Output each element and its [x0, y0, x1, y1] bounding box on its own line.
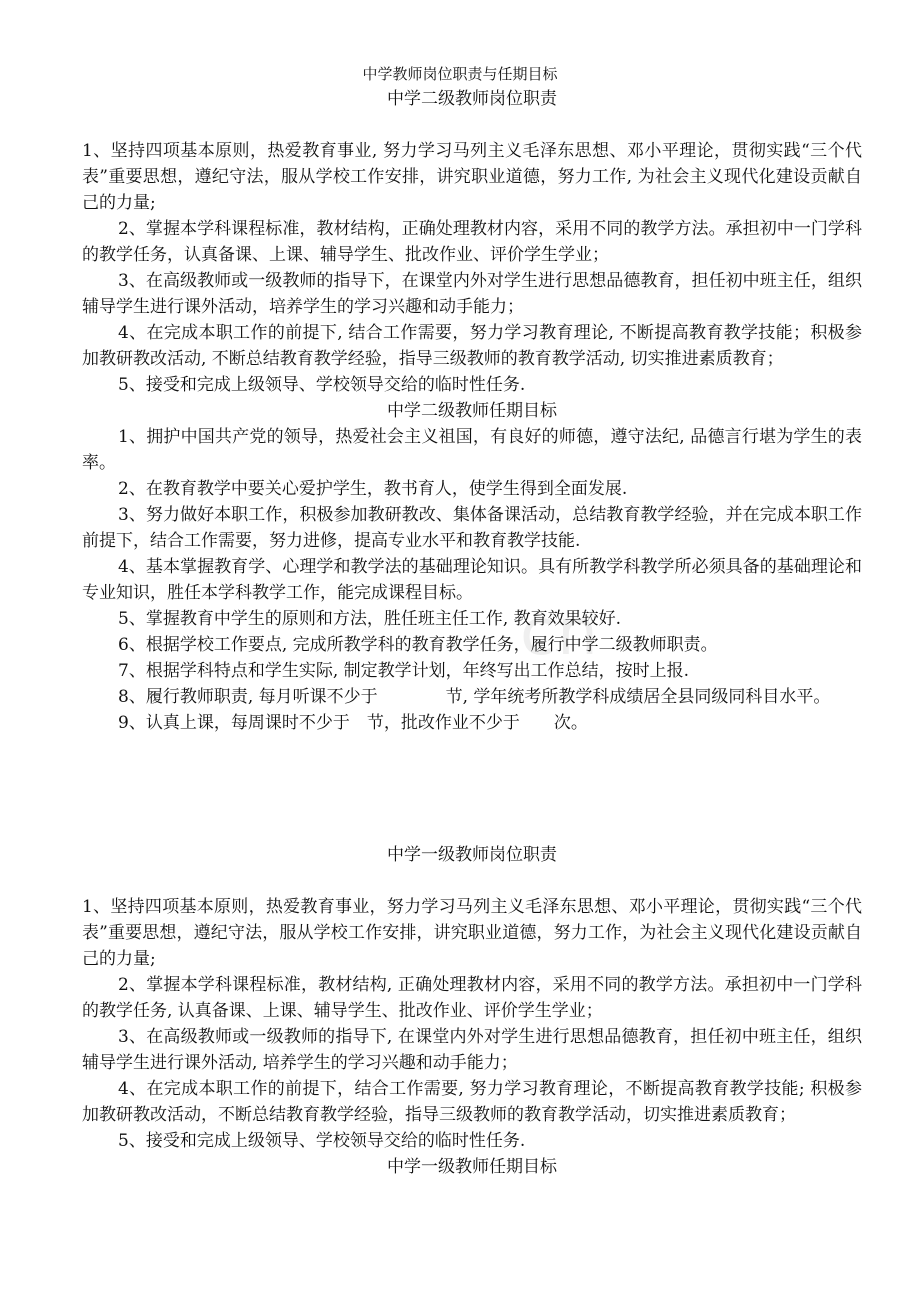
list-item: 1、坚持四项基本原则，热爱教育事业，努力学习马列主义毛泽东思想、邓小平理论，贯彻实践“三个代表”重要思想，遵纪守法，服从学校工作安排，讲究职业道德，努力工作，为社会主义现代化建设贡献自己的力量;: [82, 897, 862, 969]
section-level2-duties-body: [82, 138, 862, 736]
list-item: 1、坚持四项基本原则，热爱教育事业, 努力学习马列主义毛泽东思想、邓小平理论，贯彻实践“三个代表”重要思想，遵纪守法，服从学校工作安排，讲究职业道德，努力工作, 为社会主义现代化建设贡献自己的力量;: [82, 141, 862, 213]
list-item: 5、掌握教育中学生的原则和方法，胜任班主任工作, 教育效果较好.: [118, 609, 622, 629]
list-item: 8、履行教师职责, 每月听课不少于 节, 学年统考所教学科成绩居全县同级同科目水平。: [118, 687, 831, 707]
list-item: 2、掌握本学科课程标准，教材结构，正确处理教材内容，采用不同的教学方法。承担初中一门学科的教学任务，认真备课、上课、辅导学生、批改作业、评价学生学业；: [82, 219, 862, 265]
list-item: 3、努力做好本职工作，积极参加教研教改、集体备课活动，总结教育教学经验，并在完成本职工作前提下，结合工作需要，努力进修，提高专业水平和教育教学技能.: [82, 505, 862, 551]
list-item: 4、在完成本职工作的前提下, 结合工作需要，努力学习教育理论, 不断提高教育教学技能；积极参加教研教改活动, 不断总结教育教学经验，指导三级教师的教育教学活动, 切实推进素质教育；: [82, 323, 862, 369]
list-item: 4、基本掌握教育学、心理学和教学法的基础理论知识。具有所教学科教学所必须具备的基础理论和专业知识，胜任本学科教学工作，能完成课程目标。: [82, 557, 862, 603]
document-title: 中学教师岗位职责与任期目标: [362, 65, 558, 83]
section-level1-duties-body: [82, 894, 862, 1180]
list-item: 3、在高级教师或一级教师的指导下, 在课堂内外对学生进行思想品德教育，担任初中班主任，组织辅导学生进行课外活动, 培养学生的学习兴趣和动手能力；: [82, 1027, 862, 1073]
list-item: 3、在高级教师或一级教师的指导下，在课堂内外对学生进行思想品德教育，担任初中班主任，组织辅导学生进行课外活动，培养学生的学习兴趣和动手能力；: [82, 271, 862, 317]
list-item: 5、接受和完成上级领导、学校领导交给的临时性任务.: [118, 1131, 526, 1151]
list-item: 9、认真上课，每周课时不少于 节，批改作业不少于 次。: [118, 713, 588, 733]
section-title: 中学一级教师任期目标: [387, 1157, 557, 1177]
list-item: 7、根据学科特点和学生实际, 制定教学计划，年终写出工作总结，按时上报.: [118, 661, 690, 681]
list-item: 2、掌握本学科课程标准，教材结构, 正确处理教材内容，采用不同的教学方法。承担初中一门学科的教学任务, 认真备课、上课、辅导学生、批改作业、评价学生学业；: [82, 975, 862, 1021]
section-title: 中学一级教师岗位职责: [387, 845, 557, 865]
list-item: 6、根据学校工作要点, 完成所教学科的教育教学任务，履行中学二级教师职责。: [118, 635, 718, 655]
section-level1-duties: [82, 842, 862, 868]
list-item: 2、在教育教学中要关心爱护学生，教书育人，使学生得到全面发展.: [118, 479, 628, 499]
section-title: 中学二级教师任期目标: [387, 401, 557, 421]
list-item: 4、在完成本职工作的前提下，结合工作需要, 努力学习教育理论，不断提高教育教学技能; 积极参加教研教改活动，不断总结教育教学经验，指导三级教师的教育教学活动，切实推进素质教育；: [82, 1079, 862, 1125]
section-title: 中学二级教师岗位职责: [387, 89, 557, 109]
section-level2-duties: [82, 86, 862, 112]
watermark-text: cn: [520, 596, 600, 670]
list-item: 1、拥护中国共产党的领导，热爱社会主义祖国，有良好的师德，遵守法纪, 品德言行堪为学生的表率。: [82, 427, 862, 473]
list-item: 5、接受和完成上级领导、学校领导交给的临时性任务.: [118, 375, 526, 395]
